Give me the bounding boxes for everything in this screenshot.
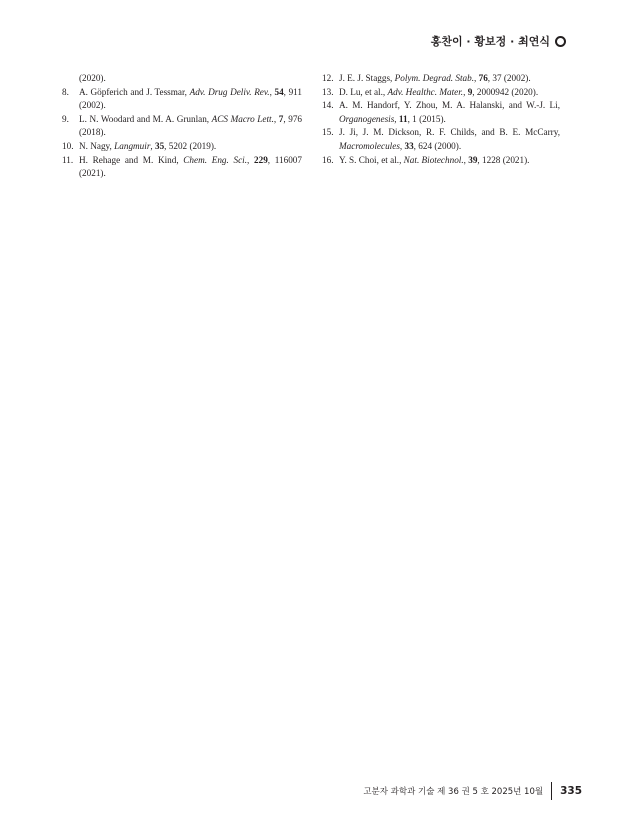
- reference-number: 15.: [322, 127, 334, 138]
- references-right-column: [322, 72, 560, 167]
- reference-text: ,: [150, 140, 155, 151]
- reference-entry: [62, 113, 302, 140]
- reference-text: Y. S. Choi, et al.,: [339, 154, 404, 165]
- reference-text: ,: [273, 113, 279, 124]
- reference-text: ,: [474, 73, 479, 83]
- reference-entry: [322, 154, 560, 168]
- reference-entry: [322, 72, 560, 86]
- reference-text: ,: [463, 154, 469, 165]
- reference-text: , 911 (2002).: [79, 86, 303, 111]
- reference-entry: [62, 86, 302, 113]
- volume-number: 76: [478, 73, 488, 83]
- journal-name: Organogenesis: [339, 113, 395, 124]
- header-authors: 홍찬이 · 황보정 · 최연식: [430, 35, 550, 48]
- journal-name: Adv. Healthc. Mater.: [387, 86, 464, 97]
- journal-name: Adv. Drug Deliv. Rev.: [189, 86, 270, 97]
- volume-number: 39: [468, 154, 478, 165]
- reference-text: ,: [399, 140, 405, 151]
- volume-number: 11: [398, 113, 408, 124]
- volume-number: 35: [154, 140, 165, 151]
- reference-text: D. Lu, et al.,: [339, 86, 388, 97]
- reference-text: , 116007 (2021).: [79, 154, 302, 179]
- reference-entry: [322, 86, 560, 100]
- references-left-column: [62, 72, 302, 181]
- reference-number: 16.: [322, 154, 334, 165]
- reference-entry: [62, 72, 302, 86]
- running-header: [431, 33, 566, 49]
- reference-text: J. E. J. Staggs,: [339, 73, 395, 83]
- reference-text: , 37 (2002).: [487, 73, 531, 83]
- reference-number: 11.: [62, 154, 74, 165]
- reference-text: A. M. Handorf, Y. Zhou, M. A. Halanski, and W.-J. Li,: [339, 100, 560, 111]
- journal-name: Polym. Degrad. Stab.: [394, 73, 475, 83]
- reference-text: L. N. Woodard and M. A. Grunlan,: [79, 113, 212, 124]
- volume-number: 9: [467, 86, 473, 97]
- journal-name: Nat. Biotechnol.: [403, 154, 464, 165]
- reference-number: 13.: [322, 86, 334, 97]
- reference-number: 14.: [322, 100, 334, 111]
- volume-number: 7: [278, 113, 284, 124]
- reference-text: , 5202 (2019).: [164, 140, 217, 151]
- reference-text: J. Ji, J. M. Dickson, R. F. Childs, and B. E. McCarry,: [339, 127, 560, 138]
- reference-text: , 1 (2015).: [407, 113, 446, 124]
- reference-text: ,: [247, 154, 254, 165]
- reference-text: (2020).: [79, 73, 106, 83]
- reference-entry: [322, 126, 560, 153]
- reference-text: , 976 (2018).: [79, 113, 303, 138]
- reference-entry: [62, 154, 302, 181]
- reference-entry: [322, 99, 560, 126]
- footer-divider: [551, 782, 552, 800]
- volume-number: 33: [404, 140, 414, 151]
- reference-number: 12.: [322, 73, 334, 83]
- reference-text: , 2000942 (2020).: [472, 86, 539, 97]
- circle-icon: [555, 36, 566, 47]
- reference-text: , 624 (2000).: [413, 140, 462, 151]
- journal-name: Chem. Eng. Sci.: [183, 154, 248, 165]
- journal-name: Macromolecules: [339, 140, 400, 151]
- journal-name: Langmuir: [114, 140, 151, 151]
- reference-text: A. Göpferich and J. Tessmar,: [79, 86, 190, 97]
- reference-text: H. Rehage and M. Kind,: [79, 154, 184, 165]
- reference-text: ,: [269, 86, 275, 97]
- journal-name: ACS Macro Lett.: [211, 113, 274, 124]
- reference-number: 9.: [62, 113, 69, 124]
- reference-entry: [62, 140, 302, 154]
- reference-number: 10.: [62, 140, 74, 151]
- reference-text: N. Nagy,: [79, 140, 115, 151]
- reference-number: 8.: [62, 86, 69, 97]
- reference-text: ,: [463, 86, 468, 97]
- page-number: 335: [560, 785, 582, 797]
- reference-text: ,: [394, 113, 399, 124]
- footer-journal: 고분자 과학과 기술 제 36 권 5 호 2025년 10월: [363, 787, 544, 797]
- reference-text: , 1228 (2021).: [477, 154, 530, 165]
- page-footer: [363, 782, 582, 800]
- volume-number: 54: [274, 86, 284, 97]
- volume-number: 229: [254, 154, 268, 165]
